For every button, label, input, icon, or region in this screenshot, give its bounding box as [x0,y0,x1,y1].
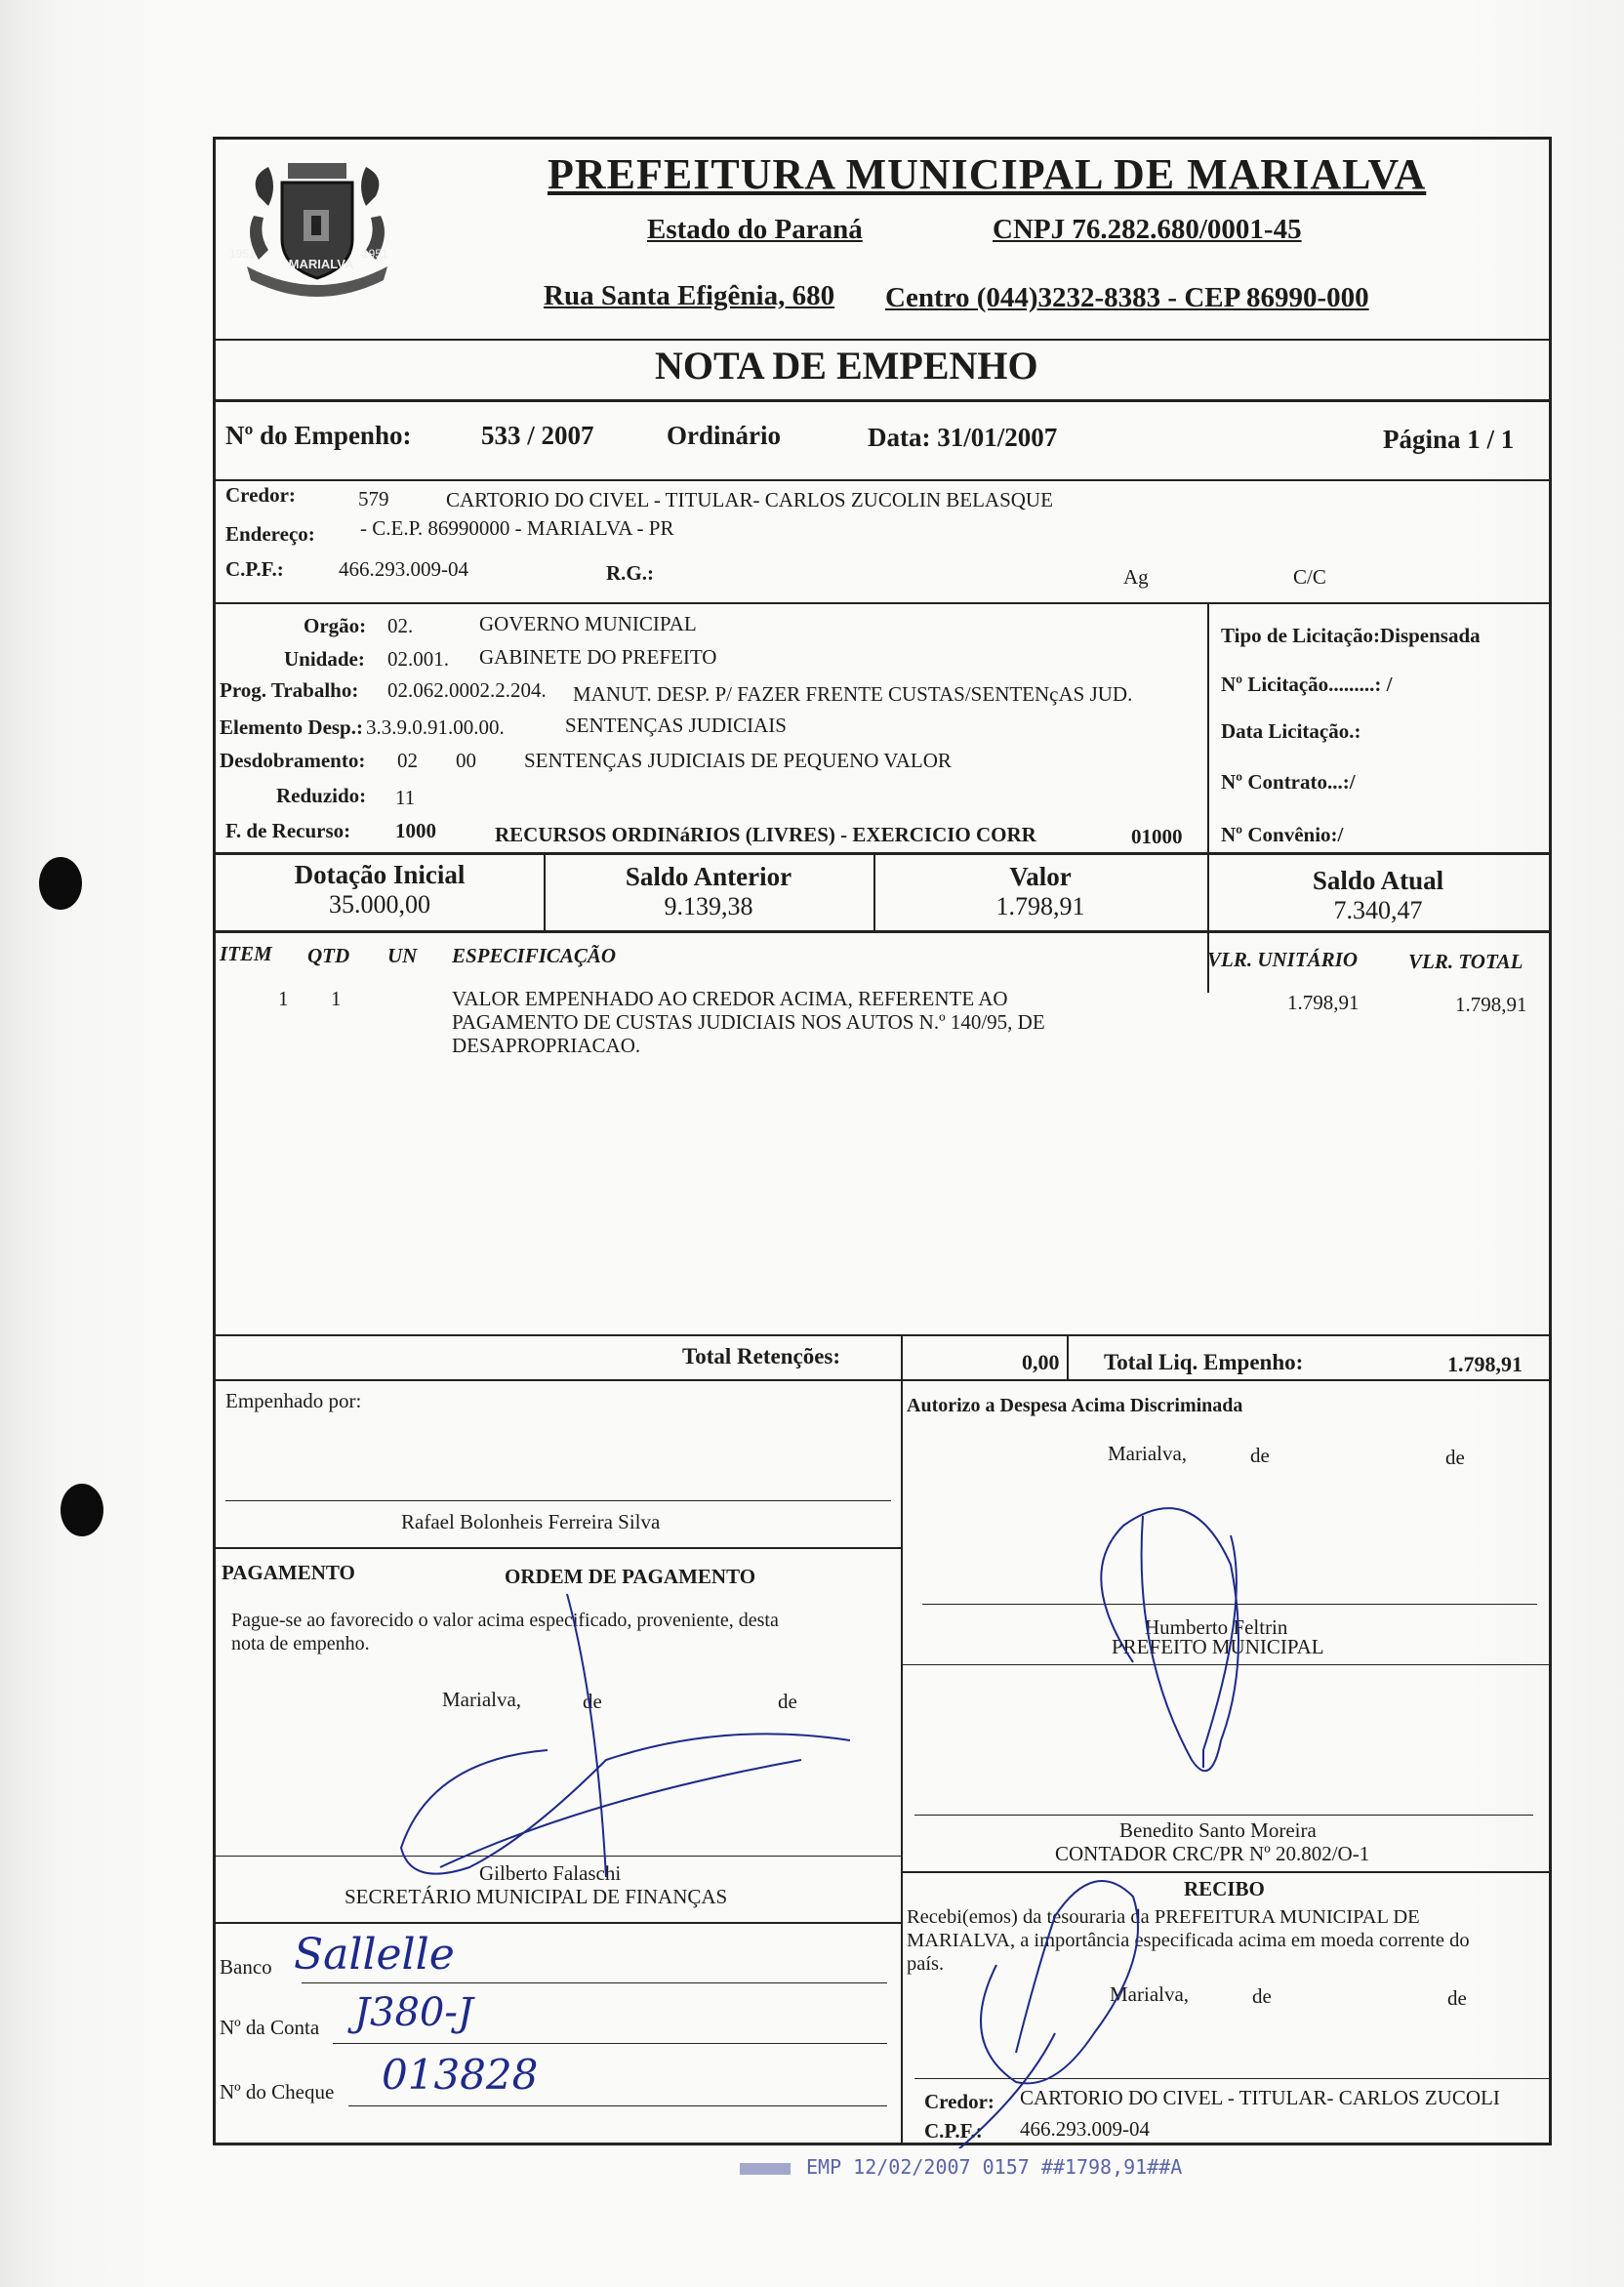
empenho-number-label: Nº do Empenho: [225,421,412,450]
desdobramento-label: Desdobramento: [220,749,366,772]
conta-handwritten: J380-J [354,1990,473,2035]
cpf-value: 466.293.009-04 [339,557,468,581]
address-label: Rua Santa Efigênia, 680 [544,280,835,311]
recibo-credor-label: Credor: [924,2090,995,2113]
saldo-anterior-cell [544,862,873,921]
col-valor-unitario: VLR. UNITÁRIO [1207,948,1359,971]
autorizo-label: Autorizo a Despesa Acima Discriminada [907,1395,1243,1416]
stamp-barcode-icon [740,2163,791,2175]
pagamento-text-line1: Pague-se ao favorecido o valor acima especificado, proveniente, desta [231,1610,779,1631]
saldo-anterior-label: Saldo Anterior [625,862,792,891]
desdobramento-name: SENTENÇAS JUDICIAIS DE PEQUENO VALOR [524,749,952,772]
unidade-name: GABINETE DO PREFEITO [479,645,717,669]
autorizo-place: Marialva, [1108,1442,1188,1465]
prefeito-name: Humberto Feltrin [1145,1615,1288,1639]
row-valor-unitario: 1.798,91 [1287,991,1360,1014]
pagamento-de2: de [778,1690,797,1713]
recurso-label: F. de Recurso: [225,819,351,842]
prog-trabalho-code: 02.062.0002.2.204. [387,678,547,702]
recibo-text-line1: Recebi(emos) da tesouraria da PREFEITURA MUNICIPAL DE [907,1906,1420,1928]
autorizo-de1: de [1250,1444,1270,1467]
empenho-number-value: 533 / 2007 [481,421,594,450]
cnpj-label: CNPJ 76.282.680/0001-45 [993,214,1302,245]
orgao-label: Orgão: [304,614,367,637]
unidade-label: Unidade: [284,647,365,671]
recibo-place: Marialva, [1110,1982,1190,2006]
reduzido-value: 11 [395,786,416,809]
row-qtd: 1 [331,987,342,1010]
recurso-code: 1000 [395,819,436,842]
cheque-handwritten: 013828 [382,2051,539,2099]
recibo-de2: de [1447,1986,1467,2010]
cheque-label: Nº do Cheque [220,2080,335,2103]
credor-code: 579 [358,487,389,510]
pagamento-place: Marialva, [442,1688,522,1711]
orgao-code: 02. [387,614,414,637]
valor-value: 1.798,91 [995,892,1085,920]
elemento-despesa-name: SENTENÇAS JUDICIAIS [565,714,787,737]
secretario-name: Gilberto Falaschi [479,1861,622,1885]
col-especificacao: ESPECIFICAÇÃO [452,944,617,967]
empenho-form [213,137,1552,2145]
prog-trabalho-label: Prog. Trabalho: [220,678,359,702]
row-item: 1 [278,987,289,1010]
payment-stamp [740,2155,1182,2179]
dotacao-inicial-label: Dotação Inicial [294,860,466,889]
orgao-name: GOVERNO MUNICIPAL [479,612,697,635]
autorizo-de2: de [1445,1446,1465,1469]
recurso-name: RECURSOS ORDINáRIOS (LIVRES) - EXERCICIO CORR [495,823,1036,846]
payment-stamp-text: EMP 12/02/2007 0157 ##1798,91##A [806,2155,1183,2179]
reduzido-label: Reduzido: [276,784,367,807]
recibo-text-line3: país. [907,1953,945,1975]
recibo-label: RECIBO [1184,1877,1265,1900]
empenhado-por-name: Rafael Bolonheis Ferreira Silva [401,1510,661,1533]
elemento-despesa-code: 3.3.9.0.91.00.00. [366,715,505,739]
pagamento-label: PAGAMENTO [222,1561,355,1584]
numero-licitacao: Nº Licitação.........: / [1221,673,1393,696]
pagamento-text-line2: nota de empenho. [231,1633,370,1654]
endereco-value: - C.E.P. 86990000 - MARIALVA - PR [360,516,674,540]
desdobramento-code2: 00 [456,749,476,772]
desdobramento-code1: 02 [397,749,418,772]
elemento-despesa-label: Elemento Desp.: [220,715,363,739]
tipo-licitacao: Tipo de Licitação:Dispensada [1221,624,1481,647]
saldo-atual-value: 7.340,47 [1333,896,1423,924]
saldo-anterior-value: 9.139,38 [664,892,753,920]
crest-year-right: 1951 [362,247,388,261]
recurso-code2: 01000 [1131,825,1183,848]
retencoes-label: Total Retenções: [682,1344,841,1368]
data-licitacao: Data Licitação.: [1221,719,1361,743]
banco-label: Banco [220,1955,272,1979]
recibo-cpf-label: C.P.F.: [924,2119,983,2143]
conta-corrente-label: C/C [1293,565,1326,589]
numero-contrato: Nº Contrato...:/ [1221,770,1356,794]
recibo-de1: de [1252,1984,1272,2008]
punch-hole-top [39,857,82,910]
cpf-label: C.P.F.: [225,557,284,581]
ordem-pagamento-label: ORDEM DE PAGAMENTO [505,1565,756,1588]
unidade-code: 02.001. [387,647,449,671]
recibo-text-line2: MARIALVA, a importância especificada acima em moeda corrente do [907,1930,1470,1951]
prefeito-role: PREFEITO MUNICIPAL [1112,1635,1324,1658]
dotacao-inicial-value: 35.000,00 [329,890,430,919]
col-qtd: QTD [307,944,350,967]
row-valor-total: 1.798,91 [1455,993,1527,1016]
numero-convenio: Nº Convênio:/ [1221,823,1344,846]
marialva-crest-logo [239,157,395,304]
conta-label: Nº da Conta [220,2016,320,2039]
contact-label: Centro (044)3232-8383 - CEP 86990-000 [885,282,1369,313]
document-title: NOTA DE EMPENHO [655,344,1038,388]
recibo-credor-name: CARTORIO DO CIVEL - TITULAR- CARLOS ZUCOLI [1020,2086,1500,2109]
dotacao-inicial-cell [216,860,544,919]
row-description-line1: VALOR EMPENHADO AO CREDOR ACIMA, REFERENTE AO [452,987,1008,1010]
valor-label: Valor [1009,862,1072,891]
valor-cell [873,862,1207,921]
empenho-type: Ordinário [667,421,782,450]
credor-name: CARTORIO DO CIVEL - TITULAR- CARLOS ZUCOLIN BELASQUE [446,488,1053,511]
credor-label: Credor: [225,483,296,507]
col-un: UN [387,944,418,967]
prog-trabalho-name: MANUT. DESP. P/ FAZER FRENTE CUSTAS/SENTENçAS JUD. [573,682,1133,706]
row-description-line3: DESAPROPRIACAO. [452,1034,641,1057]
page-indicator: Página 1 / 1 [1383,425,1515,454]
secretario-role: SECRETÁRIO MUNICIPAL DE FINANÇAS [345,1885,728,1908]
endereco-label: Endereço: [225,522,315,546]
contador-name: Benedito Santo Moreira [1119,1818,1317,1842]
empenho-date: Data: 31/01/2007 [868,423,1058,452]
agencia-label: Ag [1123,565,1149,589]
state-label: Estado do Paraná [647,214,863,245]
recibo-cpf-value: 466.293.009-04 [1020,2117,1150,2141]
col-valor-total: VLR. TOTAL [1408,950,1523,973]
banco-handwritten: Sallelle [294,1930,455,1980]
empenhado-por-label: Empenhado por: [225,1389,362,1412]
contador-role: CONTADOR CRC/PR Nº 20.802/O-1 [1055,1842,1370,1865]
liquido-empenho-value: 1.798,91 [1447,1352,1522,1376]
rg-label: R.G.: [606,561,654,585]
pagamento-de1: de [583,1690,602,1713]
crest-year-left: 1951 [229,247,256,261]
municipality-title: PREFEITURA MUNICIPAL DE MARIALVA [548,150,1427,198]
row-description-line2: PAGAMENTO DE CUSTAS JUDICIAIS NOS AUTOS N.º 140/95, DE [452,1010,1045,1034]
saldo-atual-cell [1207,866,1549,925]
saldo-atual-label: Saldo Atual [1312,866,1444,895]
liquido-empenho-label: Total Liq. Empenho: [1104,1350,1304,1374]
retencoes-value: 0,00 [1022,1350,1060,1374]
crest-banner-text: MARIALVA [288,257,354,271]
col-item: ITEM [220,942,272,965]
punch-hole-bottom [61,1484,103,1536]
